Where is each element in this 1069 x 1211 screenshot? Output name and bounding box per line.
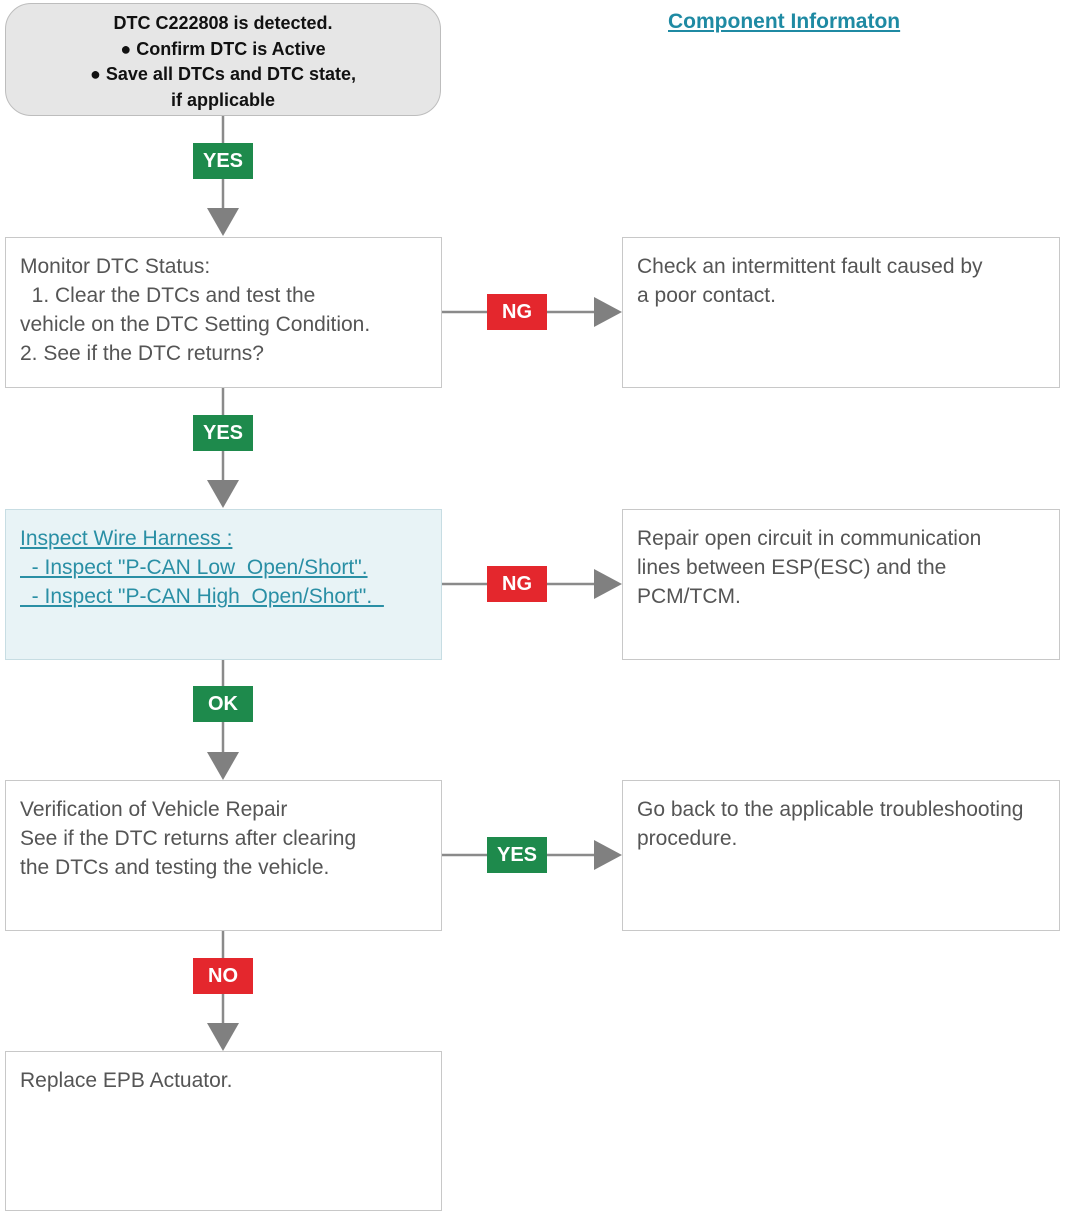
side3-line-1: Go back to the applicable troubleshooting <box>637 798 1024 821</box>
step1-line-3: vehicle on the DTC Setting Condition. <box>20 313 371 336</box>
monitor-dtc-status-box <box>5 237 442 388</box>
start-node <box>5 3 441 116</box>
start-line-1: DTC C222808 is detected. <box>113 13 333 33</box>
step3-line-3: the DTCs and testing the vehicle. <box>20 856 330 879</box>
side2-line-3: PCM/TCM. <box>637 585 741 608</box>
replace-epb-actuator-box <box>5 1051 442 1211</box>
step1-line-2: 1. Clear the DTCs and test the <box>20 284 316 307</box>
start-line-2: ● Confirm DTC is Active <box>120 38 326 59</box>
yes-badge-1: YES <box>193 415 253 451</box>
side3-line-2: procedure. <box>637 827 738 850</box>
no-badge: NO <box>193 958 253 994</box>
intermittent-fault-box <box>622 237 1060 388</box>
arrow-down-1 <box>207 208 239 236</box>
arrow-right-3 <box>594 840 622 870</box>
arrow-down-3 <box>207 752 239 780</box>
inspect-pcan-high-link[interactable]: - Inspect "P-CAN High Open/Short". <box>20 585 384 608</box>
final-line-1: Replace EPB Actuator. <box>20 1069 233 1092</box>
step3-line-2: See if the DTC returns after clearing <box>20 827 357 850</box>
yes-badge-3: YES <box>487 837 547 873</box>
arrow-down-2 <box>207 480 239 508</box>
side2-line-2: lines between ESP(ESC) and the <box>637 556 947 579</box>
ok-badge: OK <box>193 686 253 722</box>
start-line-3: ● Save all DTCs and DTC state, <box>90 64 356 84</box>
ng-badge-2: NG <box>487 566 547 602</box>
inspect-wire-harness-link[interactable]: Inspect Wire Harness : <box>20 527 233 550</box>
inspect-pcan-low-link[interactable]: - Inspect "P-CAN Low Open/Short". <box>20 556 368 579</box>
step1-line-1: Monitor DTC Status: <box>20 255 211 278</box>
arrow-down-4 <box>207 1023 239 1051</box>
start-line-4: if applicable <box>170 89 276 110</box>
side2-line-1: Repair open circuit in communication <box>637 527 982 550</box>
side1-line-1: Check an intermittent fault caused by <box>637 255 983 278</box>
component-information-link[interactable]: Component Informaton <box>668 10 901 33</box>
inspect-wire-harness-box <box>5 509 442 660</box>
yes-badge-start: YES <box>193 143 253 179</box>
repair-open-circuit-box <box>622 509 1060 660</box>
verification-box <box>5 780 442 931</box>
step1-line-4: 2. See if the DTC returns? <box>20 342 264 365</box>
ng-badge-1: NG <box>487 294 547 330</box>
arrow-right-1 <box>594 297 622 327</box>
side1-line-2: a poor contact. <box>637 284 776 307</box>
arrow-right-2 <box>594 569 622 599</box>
step3-line-1: Verification of Vehicle Repair <box>20 798 288 821</box>
go-back-box <box>622 780 1060 931</box>
